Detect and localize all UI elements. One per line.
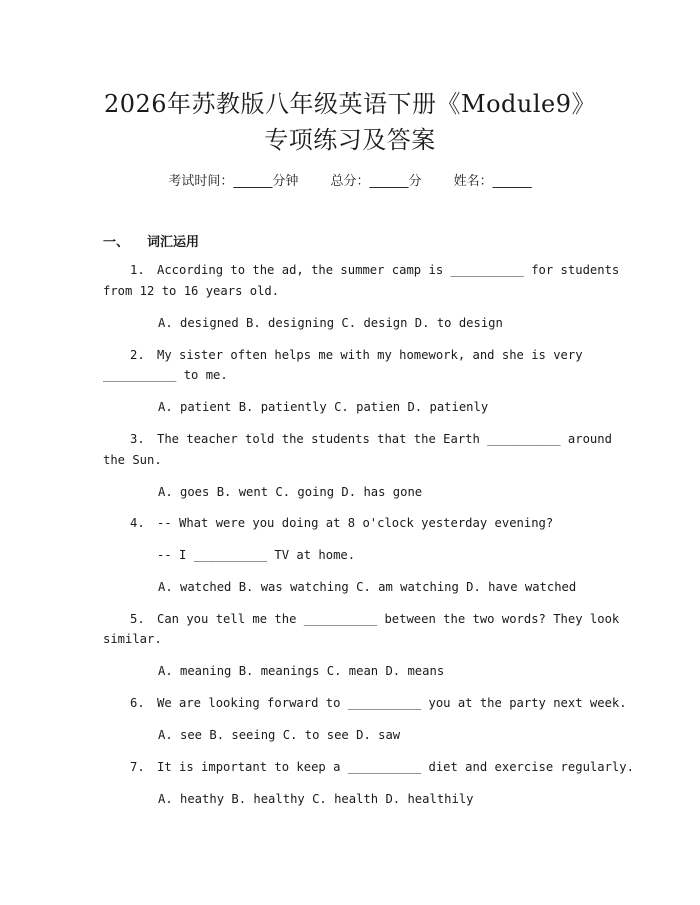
answer-options: A. goes B. went C. going D. has gone: [158, 485, 423, 499]
exam-time-unit: 分钟: [272, 174, 299, 189]
question-text: -- What were you doing at 8 o'clock yesterday evening?: [157, 516, 554, 530]
question-number: 3.: [130, 432, 145, 446]
question-continuation: __________ to me.: [103, 368, 228, 382]
question-number: 1.: [130, 263, 145, 277]
question-text: Can you tell me the __________ between the two words? They look: [157, 612, 620, 626]
answer-options: A. heathy B. healthy C. health D. healthily: [158, 792, 474, 806]
question-number: 2.: [130, 348, 145, 362]
score-unit: 分: [408, 174, 422, 189]
section-title: 词汇运用: [147, 235, 200, 250]
answer-options: A. watched B. was watching C. am watching D. have watched: [158, 580, 577, 594]
answer-options: A. meaning B. meanings C. mean D. means: [158, 664, 445, 678]
question-number: 4.: [130, 516, 145, 530]
answer-options: A. patient B. patiently C. patien D. patienly: [158, 400, 489, 414]
question-number: 5.: [130, 612, 145, 626]
answer-options: A. designed B. designing C. design D. to design: [158, 316, 503, 330]
name-field: [454, 174, 532, 189]
document-title: 2026年苏教版八年级英语下册《Module9》: [103, 90, 597, 118]
question-text: The teacher told the students that the Earth __________ around: [157, 432, 612, 446]
question-text: My sister often helps me with my homework, and she is very: [157, 348, 583, 362]
score-blank: ______: [369, 174, 409, 189]
section-heading: [103, 231, 199, 250]
question-continuation: -- I __________ TV at home.: [157, 548, 356, 562]
question-stem: [130, 262, 619, 278]
question-stem: [130, 759, 634, 775]
document-subtitle: 专项练习及答案: [264, 126, 436, 154]
question-stem: [130, 347, 583, 363]
question-stem: [130, 695, 627, 711]
question-text: According to the ad, the summer camp is __________ for students: [157, 263, 620, 277]
question-number: 7.: [130, 760, 145, 774]
question-number: 6.: [130, 696, 145, 710]
question-stem: [130, 515, 553, 531]
question-stem: [130, 431, 612, 447]
question-continuation: from 12 to 16 years old.: [103, 284, 280, 298]
exam-time-label: 考试时间：: [168, 174, 234, 189]
section-number: 一、: [103, 235, 130, 250]
score-field: [330, 174, 421, 189]
answer-options: A. see B. seeing C. to see D. saw: [158, 728, 401, 742]
name-blank: ______: [492, 174, 532, 189]
exam-info-line: [0, 170, 700, 189]
question-continuation: the Sun.: [103, 453, 162, 467]
question-continuation: similar.: [103, 632, 162, 646]
question-text: We are looking forward to __________ you at the party next week.: [157, 696, 627, 710]
question-stem: [130, 611, 619, 627]
score-label: 总分：: [330, 174, 370, 189]
exam-time-blank: ______: [233, 174, 273, 189]
exam-time-field: [168, 174, 298, 189]
name-label: 姓名：: [453, 174, 493, 189]
question-text: It is important to keep a __________ diet and exercise regularly.: [157, 760, 634, 774]
